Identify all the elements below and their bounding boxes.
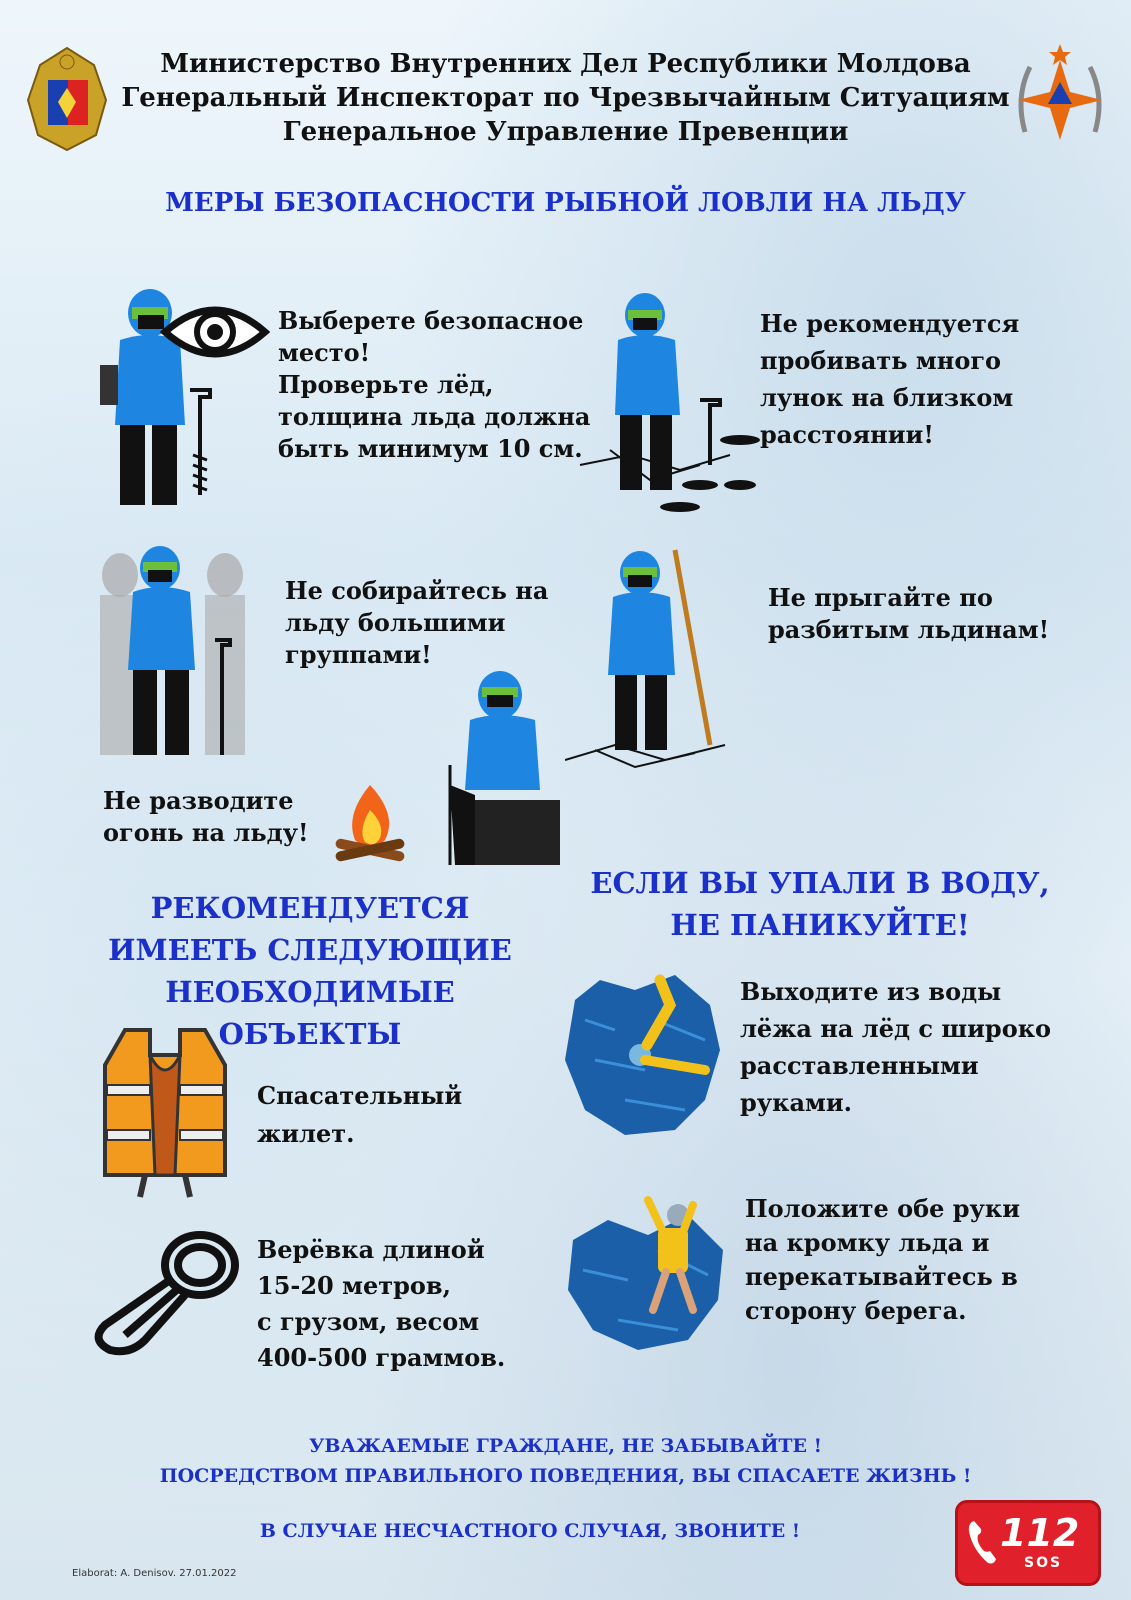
tip-line: разбитым льдинам! xyxy=(768,615,1050,644)
water-step-line: на кромку льда и xyxy=(745,1228,990,1257)
ice-holes-icon xyxy=(570,395,770,520)
footer-line-3: В СЛУЧАЕ НЕСЧАСТНОГО СЛУЧАЯ, ЗВОНИТЕ ! xyxy=(259,1520,801,1542)
tip-line: группами! xyxy=(285,640,432,669)
vest-label-line: Спасательный xyxy=(257,1081,463,1110)
ice-edge-climber-icon xyxy=(558,1180,733,1355)
tip-no-fire xyxy=(103,785,343,849)
sitting-fisherman-figure xyxy=(430,665,570,870)
vest-label xyxy=(257,1077,517,1153)
tip-line: расстоянии! xyxy=(760,420,934,449)
water-step-1 xyxy=(740,973,1060,1121)
recommend-title-line: ИМЕЕТЬ СЛЕДУЮЩИЕ xyxy=(108,933,512,967)
tip-line: льду большими xyxy=(285,608,506,637)
tip-no-groups xyxy=(285,575,585,671)
main-title: МЕРЫ БЕЗОПАСНОСТИ РЫБНОЙ ЛОВЛИ НА ЛЬДУ xyxy=(165,188,966,218)
fisherman-group-figure xyxy=(95,540,255,765)
badge-sos: SOS xyxy=(1024,1555,1063,1571)
tip-line: быть минимум 10 см. xyxy=(278,434,583,463)
water-step-line: перекатывайтесь в xyxy=(745,1262,1018,1291)
tip-line: Проверьте лёд, xyxy=(278,370,494,399)
rope-label-line: с грузом, весом xyxy=(257,1307,480,1336)
tip-line: Не прыгайте по xyxy=(768,583,993,612)
badge-number: 112 xyxy=(1000,1511,1080,1555)
rope-label-line: Верёвка длиной xyxy=(257,1235,485,1264)
water-step-line: Выходите из воды xyxy=(740,977,1002,1006)
water-step-2 xyxy=(745,1192,1065,1328)
ice-hole-swimmer-icon xyxy=(555,960,730,1145)
tip-line: Не собирайтесь на xyxy=(285,576,549,605)
rope-coil-icon xyxy=(85,1225,245,1365)
water-step-line: руками. xyxy=(740,1088,853,1117)
footer-line-2: ПОСРЕДСТВОМ ПРАВИЛЬНОГО ПОВЕДЕНИЯ, ВЫ СПАСАЕТЕ ЖИЗНЬ ! xyxy=(159,1465,972,1487)
tip-few-holes xyxy=(760,305,1060,453)
footer-line-1: УВАЖАЕМЫЕ ГРАЖДАНЕ, НЕ ЗАБЫВАЙТЕ ! xyxy=(309,1435,822,1457)
recommend-title-line: НЕОБХОДИМЫЕ ОБЪЕКТЫ xyxy=(165,975,455,1051)
tip-safe-place xyxy=(278,305,598,465)
credit-text: Elaborat: A. Denisov. 27.01.2022 xyxy=(72,1568,237,1579)
water-step-line: лёжа на лёд с широко xyxy=(740,1014,1052,1043)
water-step-line: сторону берега. xyxy=(745,1296,967,1325)
water-title-line: НЕ ПАНИКУЙТЕ! xyxy=(670,908,970,942)
tip-line: Выберете безопасное xyxy=(278,306,584,335)
header-line-2: Генеральный Инспекторат по Чрезвычайным Ситуациям xyxy=(121,83,1010,113)
emergency-112-badge xyxy=(955,1500,1101,1586)
water-title xyxy=(580,862,1060,946)
rope-label xyxy=(257,1232,557,1376)
recommend-title-line: РЕКОМЕНДУЕТСЯ xyxy=(150,891,470,925)
tip-line: Не рекомендуется xyxy=(760,309,1020,338)
water-title-line: ЕСЛИ ВЫ УПАЛИ В ВОДУ, xyxy=(590,866,1050,900)
phone-icon xyxy=(966,1517,998,1567)
fisherman-with-pole-figure xyxy=(565,545,745,770)
water-step-line: Положите обе руки xyxy=(745,1194,1021,1223)
eye-icon xyxy=(160,300,270,365)
life-vest-icon xyxy=(95,1025,235,1200)
water-step-line: расставленными xyxy=(740,1051,979,1080)
header-line-3: Генеральное Управление Превенции xyxy=(282,117,849,147)
tip-line: Не разводите xyxy=(103,786,294,815)
tip-line: пробивать много xyxy=(760,346,1002,375)
ice-drill-icon xyxy=(185,385,215,500)
tip-line: место! xyxy=(278,338,371,367)
vest-label-line: жилет. xyxy=(257,1119,355,1148)
tip-line: лунок на близком xyxy=(760,383,1014,412)
tip-no-jumping xyxy=(768,582,1088,646)
rope-label-line: 400-500 граммов. xyxy=(257,1343,506,1372)
header-line-1: Министерство Внутренних Дел Республики Молдова xyxy=(160,49,971,79)
tip-line: толщина льда должна xyxy=(278,402,591,431)
tip-line: огонь на льду! xyxy=(103,818,309,847)
rope-label-line: 15-20 метров, xyxy=(257,1271,451,1300)
